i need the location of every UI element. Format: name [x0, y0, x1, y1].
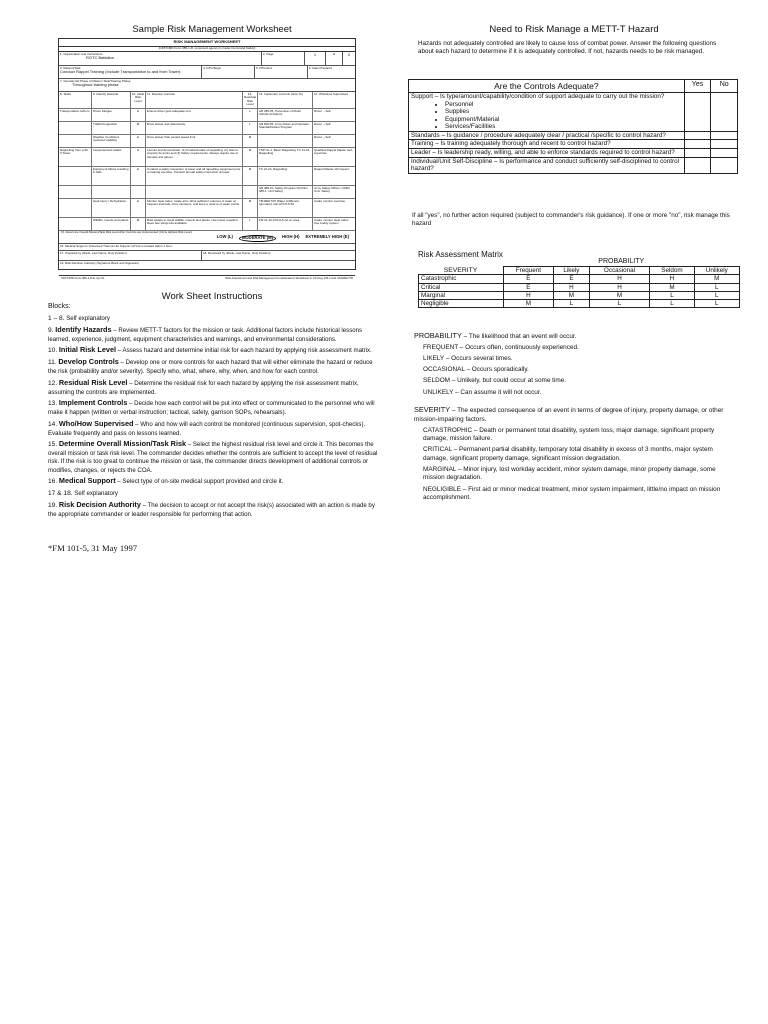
matrix-cell: H [589, 283, 650, 291]
severity-item: NEGLIGIBLE – First aid or minor medical treatment, minor system impairment, little/no impact on mission accomplishment. [423, 485, 721, 502]
matrix-row [419, 291, 740, 299]
matrix-cell: L [694, 291, 739, 299]
instruction-number: 9. [48, 326, 54, 334]
grid-row [59, 148, 355, 167]
grid-cell-control: Brief cadets to avoid wildlife, insects and plants. Use insect repellent. Have bee stings kits available. [146, 218, 243, 230]
support-no-cell[interactable] [711, 93, 738, 132]
severity-def-head: SEVERITY [414, 405, 451, 415]
instruction-number: 11. [48, 359, 57, 367]
grid-cell-implement: FM 21-10 GTA 8-5-ref on area [258, 218, 313, 230]
grid-cell-hazard: Weather Conditions (reduced visibility) [92, 135, 131, 147]
matrix-cell: H [589, 275, 650, 283]
col-tasks: 8. Tasks [59, 92, 92, 108]
instruction-term: Identify Hazards [55, 324, 112, 334]
grid-row [59, 135, 355, 148]
instruction-item [48, 378, 378, 397]
severity-item: CATASTROPHIC – Death or permanent total disability, system loss, major damage, significant property damage, mission failure. [423, 426, 715, 443]
grid-cell-residual-risk: L [243, 218, 258, 230]
matrix-col-header: Likely [554, 267, 589, 275]
grid-cell-hazard: Wildlife, insects and plants [92, 218, 131, 230]
controls-title: Are the Controls Adequate? [409, 80, 685, 93]
instruction-item [48, 500, 378, 519]
matrix-prob-row [419, 258, 740, 267]
grid-cell-residual-risk: L [243, 109, 258, 121]
support-bullet: • Equipment/Material [445, 116, 682, 124]
matrix-col-header: Seldom [650, 267, 694, 275]
instruction-item [48, 488, 378, 499]
grid-cell-task: Rappelling from a 50 ft Tower [59, 148, 92, 166]
page-label: 2. Page [263, 52, 274, 57]
grid-row [59, 167, 355, 186]
worksheet-title: Sample Risk Management Worksheet [132, 24, 292, 35]
reviewed-label: 18. Reviewed by (Rank, Last Name, Duty Position) [203, 250, 271, 255]
footnote: *FM 101-5, 31 May 1997 [48, 543, 138, 553]
form-footer [59, 276, 355, 281]
grid-row [59, 186, 355, 199]
matrix-cell: H [650, 275, 694, 283]
severity-def: – The expected consequence of an event in terms of degree of injury, property damage, or other mission-impairing factors. [414, 407, 724, 423]
matrix-row-label: Critical [419, 283, 504, 291]
instruction-number: 13. [48, 400, 58, 408]
leader-no-cell[interactable] [711, 149, 738, 158]
instruction-item [48, 476, 378, 487]
instruction-text: – Develop one or more controls for each hazard that will either eliminate the hazard or reduce the risk (probability and/or severity). Specify who, what, where, why, when, and how for each control. [48, 359, 373, 376]
grid-cell-implement: TC 21-24, Rappelling [258, 167, 313, 185]
instructions [48, 300, 378, 521]
dtg-end-label: 5. DTG End [256, 66, 272, 71]
instruction-text: – Assess hazard and determine initial risk for each hazard by applying risk assessment matrix. [116, 347, 372, 355]
grid-cell-supervised: Driver – Self [314, 134, 331, 139]
grid-cell-control: Monitor Heat Index, rotate all to drink sufficient volumes of water at frequent intervals, carry canteens, and keep a reserve of water points. [146, 199, 243, 217]
matrix-cell: H [503, 291, 554, 299]
instruction-term: Who/How Supervised [58, 418, 134, 428]
grid-cell-residual-risk: M [243, 148, 258, 166]
severity-item: MARGINAL – Minor injury, lost workday accident, minor system damage, minor property damage, some mission degradation. [423, 465, 716, 482]
severity-item: CRITICAL – Permanent partial disability, temporary total disability in excess of 3 months, major system damage, significant property damage, significant mission degradation. [423, 446, 713, 462]
grid-cell-supervised: Driver – Self [314, 121, 331, 126]
matrix-header-row [419, 267, 740, 275]
instruction-text: – Select type of on-site medical support provided and circle it. [115, 478, 284, 486]
support-row [409, 93, 738, 132]
grid-cell-supervised: Cadre monitor exercise [314, 198, 346, 203]
instruction-text: – The decision to accept or not accept the risk(s) associated with an action is made by the appropriate commander or leader responsible for performing that action. [48, 502, 375, 519]
authority-label: 19. Risk Decision Authority (Signature Block and Signature) [60, 260, 140, 265]
instruction-text: Self explanatory [74, 490, 118, 498]
leader-yes-cell[interactable] [684, 149, 711, 158]
authority-row [59, 261, 355, 276]
grid-cell-hazard: Traffic/Congestion [92, 122, 131, 134]
grid-cell-task [59, 199, 92, 217]
grid-cell-supervised: Cadre monitor Heat Index. Use buddy system [314, 217, 350, 226]
mett-t-title: Need to Risk Manage a METT-T Hazard [489, 24, 659, 35]
grid-cell-task: Transportation to/from [59, 109, 92, 121]
standards-no-cell[interactable] [711, 131, 738, 140]
grid-cell-initial-risk: H [131, 199, 146, 217]
grid-cell-hazard: Heat Injury / Dehydration [92, 199, 131, 217]
matrix-cell: L [650, 291, 694, 299]
grid-cell-hazard: Inexperienced cadets [92, 148, 131, 166]
matrix-col-header: Frequent [503, 267, 554, 275]
grid-row [59, 122, 355, 135]
matrix-cell: L [650, 300, 694, 308]
matrix-cell: L [694, 300, 739, 308]
probability-item: SELDOM – Unlikely, but could occur at some time. [423, 377, 567, 385]
grid-cell-control: Conduct a safety inspection of tower and all rappelling equipment prior to training exercise. Conduct annual safety inspection of tower. [146, 167, 243, 185]
level-extremely-high: EXTREMELY HIGH (E) [305, 233, 349, 239]
phase-label: 7. Operational Phase of Mission Task/Training Phase [60, 79, 131, 84]
instruction-term: Develop Controls [58, 357, 119, 367]
instruction-number: 19. [48, 502, 58, 510]
severity-list [414, 427, 734, 503]
grid-cell-implement [258, 135, 313, 147]
grid-header [59, 92, 355, 109]
matrix-row-label: Negligible [419, 300, 504, 308]
controls-header-row [409, 80, 738, 93]
grid-cell-residual-risk: L [243, 122, 258, 134]
page-total: 2 [347, 52, 351, 58]
mett-t-intro: Hazards not adequately controlled are likely to cause loss of combat power. Answer the following questions about each hazard to determine if it is adequately controlled. If not, hazards needs to be risk managed. [418, 40, 717, 56]
severity-label: SEVERITY [443, 266, 478, 274]
matrix-cell: E [554, 275, 589, 283]
grid-cell-supervised: Driver – Self [314, 108, 331, 113]
col-implement: 13. Implement Controls (How To) [258, 92, 313, 108]
grid-cell-task [59, 186, 92, 198]
individual-no-cell[interactable] [711, 157, 738, 173]
form-header: RISK MANAGEMENT WORKSHEET [59, 39, 355, 47]
page-of: of [332, 52, 336, 57]
medical-label: 16. Medical Support / Advanced Trauma Life Support (ATLS) is located within 1 hour: [60, 243, 173, 248]
instruction-number: 10. [48, 347, 58, 355]
grid-cell-control: Drive slower than posted speed limit. [146, 135, 243, 147]
matrix-row [419, 275, 740, 283]
matrix-title: Risk Assessment Matrix [418, 250, 503, 259]
prepared-label: 17. Prepared by (Rank, Last Name, Duty Position) [60, 250, 127, 255]
probability-item: UNLIKELY – Can assume it will not occur. [423, 388, 542, 396]
form-row-mission [59, 66, 355, 79]
grid-cell-residual-risk: M [243, 135, 258, 147]
grid-cell-task [59, 218, 92, 230]
probability-item: OCCASIONAL – Occurs sporadically. [423, 366, 529, 374]
org-value: ROTC Battalion [86, 55, 115, 61]
dtg-begin-label: 4. DTG Begin [203, 66, 222, 71]
grid-body [59, 109, 355, 231]
grid-cell-residual-risk: M [243, 199, 258, 217]
instruction-list [48, 313, 378, 520]
risk-matrix [418, 258, 740, 308]
no-header: No [711, 80, 738, 93]
definitions [414, 331, 734, 505]
grid-cell-control [146, 186, 243, 198]
matrix-cell: L [589, 300, 650, 308]
training-no-cell[interactable] [711, 140, 738, 149]
individual-yes-cell[interactable] [684, 157, 711, 173]
grid-cell-hazard: Driver Fatigue [92, 109, 131, 121]
col-supervised: 14. Who/How Supervised [314, 92, 348, 97]
footer-left: CDT/CMD Form 385-1-R-E, Apr 01 [61, 275, 105, 280]
matrix-row [419, 300, 740, 308]
matrix-cell: M [589, 291, 650, 299]
instruction-number: 16. [48, 478, 58, 486]
training-text: Training – Is training adequately thorough and recent to control hazard? [409, 140, 685, 149]
form-row-org [59, 52, 355, 66]
matrix-cell: H [554, 283, 589, 291]
footer-right: Risk Assessment and Risk Management Considerations Worksheet in CC Reg 145-3 and USAREC/TR [225, 275, 353, 280]
instruction-item [48, 325, 378, 344]
col-initial-risk: 10. Initial Risk Level [131, 92, 146, 108]
grid-cell-initial-risk: H [131, 148, 146, 166]
probability-item: FREQUENT – Occurs often, continuously experienced. [423, 344, 579, 352]
matrix-row [419, 283, 740, 291]
probability-item: LIKELY – Occurs several times. [423, 355, 513, 363]
grid-cell-hazard [92, 186, 131, 198]
col-controls: 11. Develop Controls [146, 92, 243, 108]
grid-cell-initial-risk [131, 186, 146, 198]
grid-cell-initial-risk: M [131, 122, 146, 134]
level-moderate: MODERATE (M) [239, 235, 276, 242]
grid-cell-initial-risk: M [131, 218, 146, 230]
grid-cell-supervised: Qualified Rappel Master self-supervise [314, 147, 353, 156]
support-text: Support – Is type/amount/capability/condition of support adequate to carry out the mission? [411, 93, 665, 101]
probability-list [414, 344, 734, 397]
instruction-number: 17 & 18. [48, 490, 73, 498]
org-label: 1. Organization and Instructions [60, 52, 103, 57]
instruction-text: – Determine the residual risk for each hazard by applying the risk assessment matrix, assuming the controls are implemented. [48, 379, 359, 396]
support-list [411, 101, 682, 131]
matrix-cell: M [554, 291, 589, 299]
training-row [409, 140, 738, 149]
instruction-item [48, 313, 378, 324]
if-yes-note: If all "yes", no further action required (subject to commander's risk guidance). If one or more "no", risk manage this hazard [412, 212, 730, 227]
instruction-item [48, 439, 378, 475]
matrix-col-header: Unlikely [694, 267, 739, 275]
levels-label: 15. Determine Overall Mission/Task Risk Level After Controls are Implemented (Circle Highest Risk Level) [61, 229, 192, 234]
probability-def-head: PROBABILITY [414, 331, 462, 340]
matrix-row-label: Catastrophic [419, 275, 504, 283]
mission-label: 3. Mission/Task [60, 66, 81, 71]
matrix-cell: M [694, 275, 739, 283]
instruction-text: Self explanatory [66, 314, 110, 322]
instruction-text: – Who and how will each control be monitored (continuous supervision, spot-checks). Evaluate frequently and pass on lessons learned. [48, 420, 366, 437]
matrix-cell: E [503, 283, 554, 291]
instruction-number: 12. [48, 379, 58, 387]
grid-cell-initial-risk: H [131, 167, 146, 185]
grid-cell-supervised: Rappel Master will inspect [314, 166, 349, 171]
page-value: 1 [313, 52, 317, 58]
standards-text: Standards – Is guidance / procedure adequately clear / practical /specific to control hazard? [409, 131, 685, 140]
matrix-cell: L [554, 300, 589, 308]
grid-cell-task [59, 135, 92, 147]
grid-cell-supervised: Army Safety Officer, CDRC Univ. Safety [314, 185, 351, 194]
mission-value: Conduct Rappel Training (Include Transportation to and from Tower) [60, 69, 181, 75]
form-subheader: (CDT/CMD Form 385-1-R, proponent agency is Cadet Command Safety) [59, 47, 355, 52]
level-low: LOW (L) [216, 233, 233, 239]
leader-text: Leader – Is leadership ready, willing, and able to enforce standards required to control hazard? [409, 149, 685, 158]
instruction-item [48, 357, 378, 376]
date-prepared-label: 6. Date Prepared [309, 66, 332, 71]
support-bullet: • Personnel [445, 101, 682, 109]
grid-row [59, 199, 355, 218]
grid-cell-implement: TSP No.1, Basic Rappelling TC 21-24, Rappelling [258, 148, 313, 166]
grid-cell-implement: AR 385-10, Safety Program DA Pam 385-1, Unit Safety [258, 186, 313, 198]
risk-level-row [59, 234, 355, 244]
individual-row [409, 157, 738, 173]
instruction-number: 14. [48, 420, 58, 428]
form-row-phase [59, 79, 355, 92]
level-high: HIGH (H) [282, 233, 300, 239]
standards-row [409, 131, 738, 140]
matrix-cell: M [503, 300, 554, 308]
individual-text: Individual/Unit Self-Discipline – Is performance and conduct sufficiently self-disciplined to control hazard? [409, 157, 685, 173]
standards-yes-cell[interactable] [684, 131, 711, 140]
prepared-row [59, 251, 355, 261]
grid-row [59, 109, 355, 122]
medical-row [59, 244, 355, 251]
matrix-cell: M [650, 283, 694, 291]
support-yes-cell[interactable] [684, 93, 711, 132]
instruction-term: Implement Controls [58, 398, 128, 408]
instruction-term: Determine Overall Mission/Task Risk [58, 439, 187, 449]
instruction-text: – Select the highest residual risk level and circle it. This becomes the overall mission or task risk level. The commander decides whether the controls are sufficient to accept the level of residual risk. If the risk is too great to continue the mission or task, the commander directs development of additional controls or modifies, changes, or rejects the COA. [48, 441, 378, 474]
matrix-row-label: Marginal [419, 291, 504, 299]
grid-cell-initial-risk: H [131, 109, 146, 121]
matrix-cell: L [694, 283, 739, 291]
instruction-number: 15. [48, 441, 58, 449]
support-bullet: • Supplies [445, 108, 682, 116]
instruction-term: Medical Support [58, 476, 116, 486]
col-hazards: 9. Identify Hazards [92, 92, 131, 108]
instruction-text: – Decide how each control will be put into effect or communicated to the personnel who will make it happen (written or verbal instruction; tactical, safety, garrison SOPs, rehearsals). [48, 400, 375, 417]
grid-cell-implement: AR 600-55, Army Driver and Operator Standardization Program [258, 122, 313, 134]
grid-cell-initial-risk: H [131, 135, 146, 147]
grid-cell-residual-risk: M [243, 167, 258, 185]
grid-cell-control: Drive slower and defensively. [146, 122, 243, 134]
probability-def: – The likelihood that an event will occur. [461, 333, 577, 340]
leader-row [409, 149, 738, 158]
instruction-term: Residual Risk Level [58, 377, 128, 387]
instructions-title: Work Sheet Instructions [161, 291, 263, 302]
instruction-item [48, 419, 378, 438]
grid-cell-task [59, 167, 92, 185]
grid-cell-implement: AR 385-55, Prevention of Motor Vehicle Accidents [258, 109, 313, 121]
col-residual-risk: 12. Residual Risk Level [243, 92, 258, 108]
grid-cell-task [59, 122, 92, 134]
support-bullet: • Services/Facilities [445, 123, 682, 131]
instruction-item [48, 398, 378, 417]
matrix-cell: E [503, 275, 554, 283]
matrix-body [419, 275, 740, 308]
yes-header: Yes [684, 80, 711, 93]
grid-cell-control: Ensure driver gets adequate rest. [146, 109, 243, 121]
grid-cell-implement: TB MED 507 Water Indifferent, Ignorance risk GTA 8-5-50 [258, 199, 313, 217]
grid-cell-control: Instruct and demonstrate: (1) Fundamentals of rappelling, (2) How to properly tie knots and (3) Safety requirements. Always require use of helmets and gloves. [146, 148, 243, 166]
instruction-item [48, 345, 378, 356]
matrix-col-header: Occasional [589, 267, 650, 275]
grid-cell-residual-risk [243, 186, 258, 198]
training-yes-cell[interactable] [684, 140, 711, 149]
grid-row [59, 218, 355, 231]
instruction-number: 1 – 8. [48, 314, 65, 322]
phase-value: Throughout training phase [72, 82, 119, 88]
probability-label: PROBABILITY [598, 258, 645, 265]
instruction-text: – Review METT-T factors for the mission or task. Additional factors include historical lessons learned, experience, judgment, equipment characteristics and warnings, and environmental considerations. [48, 326, 363, 343]
blocks-label: Blocks: [48, 303, 71, 310]
instruction-term: Initial Risk Level [58, 345, 117, 355]
grid-cell-hazard: Equipment failure resulting in falls [92, 167, 131, 185]
risk-worksheet-form [58, 38, 356, 280]
instruction-term: Risk Decision Authority [58, 500, 141, 510]
controls-table [408, 79, 738, 174]
